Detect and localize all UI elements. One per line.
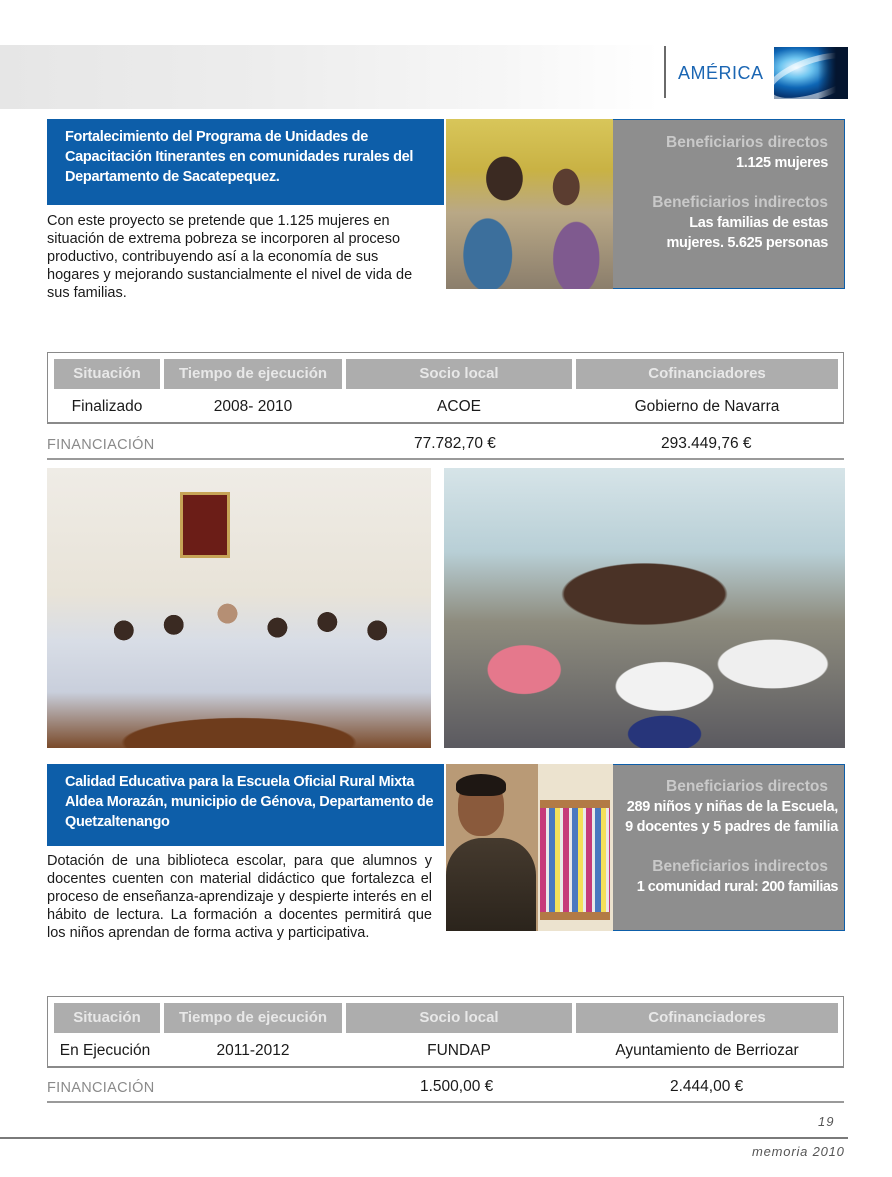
wall-coat-of-arms <box>180 492 230 558</box>
project-1-title: Fortalecimiento del Programa de Unidades de Capacitación Itinerantes en comunidades rurales del Departamento de Sacatepequez. <box>47 119 444 205</box>
header-divider <box>664 46 666 98</box>
table-header-socio: Socio local <box>346 359 572 389</box>
project-2-financing-label: FINANCIACIÓN <box>47 1080 155 1096</box>
table-cell-tiempo: 2011-2012 <box>216 1042 290 1059</box>
person-hair <box>456 774 506 796</box>
table-cell-cofinanciadores: Gobierno de Navarra <box>634 398 780 415</box>
project-2-description: Dotación de una biblioteca escolar, para que alumnos y docentes cuenten con material didáctico que fortalezca el proceso de enseñanza-aprendizaje y despierte interés en el hábito de lectura. La formación a docentes permitirá que los niños aprendan de forma activa y participativa. <box>47 853 432 941</box>
table-cell-socio: ACOE <box>437 398 481 415</box>
indirect-beneficiaries-heading: Beneficiarios indirectos <box>652 858 828 875</box>
table-header-tiempo: Tiempo de ejecución <box>164 359 342 389</box>
direct-beneficiaries-heading: Beneficiarios directos <box>666 134 828 151</box>
person-body <box>446 838 536 931</box>
project-2-info-table <box>47 996 844 1068</box>
table-cell-situacion: Finalizado <box>71 398 143 415</box>
project-1-beneficiaries-panel <box>613 119 845 289</box>
header-band <box>0 45 660 109</box>
project-2-financing-cofinancing: 2.444,00 € <box>670 1078 744 1095</box>
direct-beneficiaries-value: 289 niños y niñas de la Escuela, 9 docentes y 5 padres de familia <box>625 799 838 835</box>
classroom-students-photo <box>444 468 845 748</box>
table-header-situacion: Situación <box>54 359 160 389</box>
project-1-financing-rule <box>47 458 844 460</box>
project-2-financing-rule <box>47 1101 844 1103</box>
section-title: AMÉRICA <box>678 63 764 83</box>
project-1-financing-local: 77.782,70 € <box>414 435 496 452</box>
direct-beneficiaries-value: 1.125 mujeres <box>735 155 828 171</box>
table-header-socio: Socio local <box>346 1003 572 1033</box>
table-header-tiempo: Tiempo de ejecución <box>164 1003 342 1033</box>
table-cell-tiempo: 2008- 2010 <box>213 398 293 415</box>
indirect-beneficiaries-heading: Beneficiarios indirectos <box>652 194 828 211</box>
table-header-cofinanciadores: Cofinanciadores <box>576 359 838 389</box>
indirect-beneficiaries-value: 1 comunidad rural: 200 familias <box>636 879 838 895</box>
page-number: 19 <box>818 1114 835 1129</box>
group-photo-staff <box>47 468 431 748</box>
project-2-beneficiaries-panel <box>613 764 845 931</box>
project-1-info-table <box>47 352 844 424</box>
project-1-financing-label: FINANCIACIÓN <box>47 437 155 453</box>
table-cell-cofinanciadores: Ayuntamiento de Berriozar <box>615 1042 799 1059</box>
table-cell-socio: FUNDAP <box>427 1042 491 1059</box>
table-header-cofinanciadores: Cofinanciadores <box>576 1003 838 1033</box>
footer-rule <box>0 1137 848 1139</box>
project-2-financing-local: 1.500,00 € <box>420 1078 494 1095</box>
bookshelf <box>540 800 610 920</box>
table-header-situacion: Situación <box>54 1003 160 1033</box>
header-decorative-image <box>774 47 848 99</box>
indirect-beneficiaries-value: Las familias de estas mujeres. 5.625 personas <box>666 215 828 251</box>
table-cell-situacion: En Ejecución <box>59 1042 151 1059</box>
project-1-financing-cofinancing: 293.449,76 € <box>661 435 752 452</box>
project-1-photo-women-workshop <box>446 119 613 289</box>
direct-beneficiaries-heading: Beneficiarios directos <box>666 778 828 795</box>
project-2-title: Calidad Educativa para la Escuela Oficial Rural Mixta Aldea Morazán, municipio de Génova, Departamento de Quetzaltenango <box>47 764 444 846</box>
project-1-description: Con este proyecto se pretende que 1.125 mujeres en situación de extrema pobreza se incorporen al proceso productivo, contribuyendo así a la economía de sus hogares y mejorando sustancialmente el nivel de vida de sus familias. <box>47 213 413 301</box>
footer-publication: memoria 2010 <box>752 1144 845 1159</box>
